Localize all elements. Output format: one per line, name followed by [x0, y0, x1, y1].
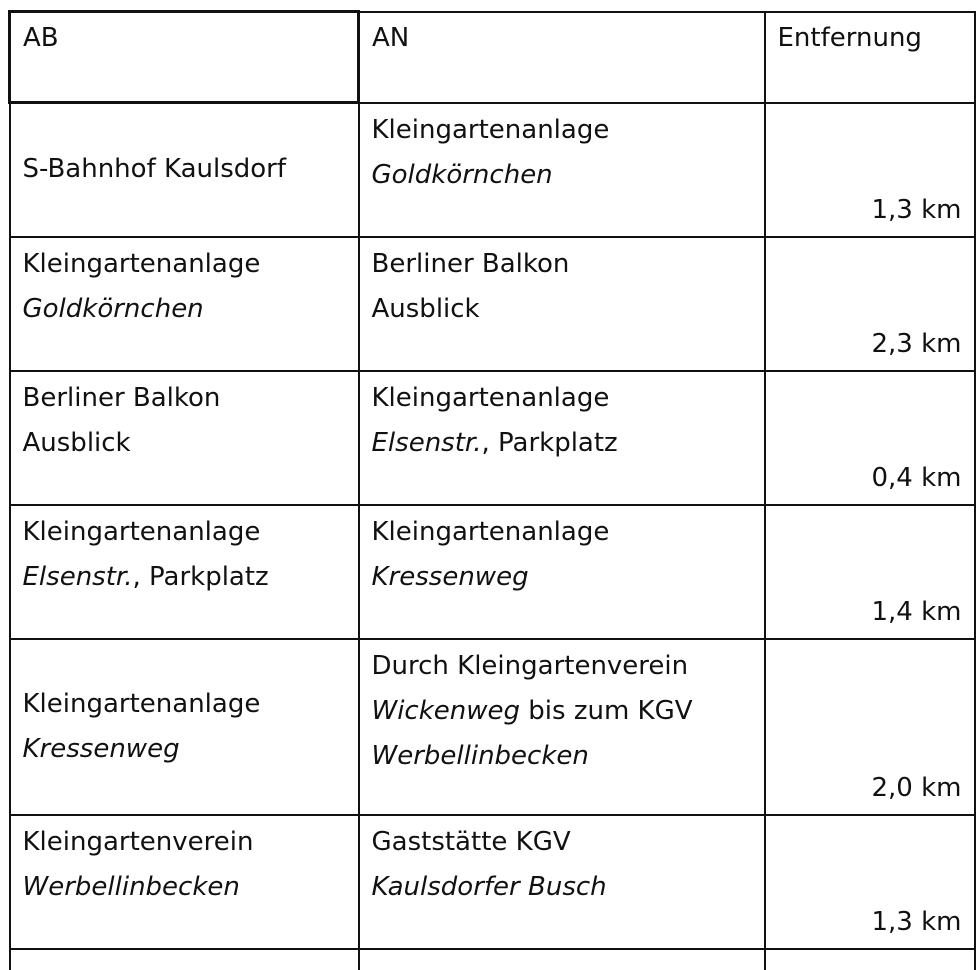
cell-an-line	[372, 865, 752, 910]
cell-ab-line	[23, 421, 346, 466]
cell-distance: 2,0 km	[765, 639, 975, 815]
header-distance: Entfernung	[765, 12, 975, 103]
cell-ab-text: Kleingartenanlage	[22, 516, 261, 547]
route-table	[8, 10, 976, 970]
table-row	[10, 639, 975, 815]
cell-empty	[765, 949, 975, 970]
cell-ab	[10, 103, 359, 237]
cell-ab-text: Ausblick	[22, 427, 131, 458]
cell-ab-text: S-Bahnhof Kaulsdorf	[22, 154, 287, 185]
table-body	[10, 103, 975, 970]
cell-ab-text: Kressenweg	[22, 733, 180, 764]
cell-an-text: Kressenweg	[371, 561, 529, 592]
cell-an	[359, 639, 765, 815]
cell-an-text: Kaulsdorfer Busch	[371, 871, 607, 902]
table-row	[10, 103, 975, 237]
cell-ab	[10, 639, 359, 815]
cell-ab-line	[23, 865, 346, 910]
cell-ab-line	[23, 376, 346, 421]
cell-distance: 1,4 km	[765, 505, 975, 639]
cell-an-suffix: bis zum KGV	[520, 695, 693, 726]
cell-an-text: Wickenweg	[371, 695, 521, 726]
cell-distance: 0,4 km	[765, 371, 975, 505]
cell-an-text: Kleingartenanlage	[371, 382, 610, 413]
cell-ab-line	[23, 555, 346, 600]
table-row	[10, 505, 975, 639]
cell-an	[359, 103, 765, 237]
cell-distance: 2,3 km	[765, 237, 975, 371]
table-row	[10, 237, 975, 371]
cell-an-line	[372, 421, 752, 466]
cell-ab-text: Kleingartenverein	[22, 826, 254, 857]
cell-ab-line	[23, 287, 346, 332]
cell-ab	[10, 815, 359, 949]
cell-ab-text: Berliner Balkon	[22, 382, 221, 413]
cell-ab-text: Kleingartenanlage	[22, 688, 261, 719]
cell-an-suffix: , Parkplatz	[481, 427, 618, 458]
cell-an-text: Werbellinbecken	[371, 740, 589, 771]
cell-ab	[10, 371, 359, 505]
cell-ab-text: Elsenstr.	[22, 561, 133, 592]
cell-an-line	[372, 242, 752, 287]
cell-ab-line	[23, 820, 346, 865]
cell-an-line	[372, 108, 752, 153]
cell-an-line	[372, 734, 752, 779]
cell-distance: 1,3 km	[765, 103, 975, 237]
table-header-row	[10, 12, 975, 103]
cell-an-line	[372, 689, 752, 734]
cell-ab-line	[23, 682, 346, 727]
cell-an-text: Kleingartenanlage	[371, 516, 610, 547]
cell-an-line	[372, 644, 752, 689]
cell-ab-line	[23, 510, 346, 555]
cell-ab-line	[23, 242, 346, 287]
cell-an-line	[372, 510, 752, 555]
cell-an-line	[372, 376, 752, 421]
cell-empty	[10, 949, 359, 970]
cell-ab	[10, 237, 359, 371]
cell-empty	[359, 949, 765, 970]
cell-an	[359, 815, 765, 949]
cell-an-text: Durch Kleingartenverein	[371, 650, 689, 681]
cell-distance: 1,3 km	[765, 815, 975, 949]
cell-ab-line	[23, 147, 346, 192]
table-row	[10, 371, 975, 505]
table-row-partial	[10, 949, 975, 970]
cell-ab-suffix: , Parkplatz	[132, 561, 269, 592]
cell-an-line	[372, 287, 752, 332]
cell-an-text: Berliner Balkon	[371, 248, 570, 279]
cell-an	[359, 371, 765, 505]
header-an: AN	[359, 12, 765, 103]
cell-an-text: Gaststätte KGV	[371, 826, 571, 857]
cell-ab-text: Goldkörnchen	[22, 293, 204, 324]
table-row	[10, 815, 975, 949]
cell-an-line	[372, 153, 752, 198]
cell-an	[359, 505, 765, 639]
cell-an-text: Ausblick	[371, 293, 480, 324]
cell-ab-text: Werbellinbecken	[22, 871, 240, 902]
cell-an-text: Kleingartenanlage	[371, 114, 610, 145]
cell-an-text: Goldkörnchen	[371, 159, 553, 190]
cell-an-text: Elsenstr.	[371, 427, 482, 458]
cell-an-line	[372, 555, 752, 600]
header-ab: AB	[10, 12, 359, 103]
cell-an-line	[372, 820, 752, 865]
cell-ab	[10, 505, 359, 639]
cell-an	[359, 237, 765, 371]
cell-ab-line	[23, 727, 346, 772]
cell-ab-text: Kleingartenanlage	[22, 248, 261, 279]
